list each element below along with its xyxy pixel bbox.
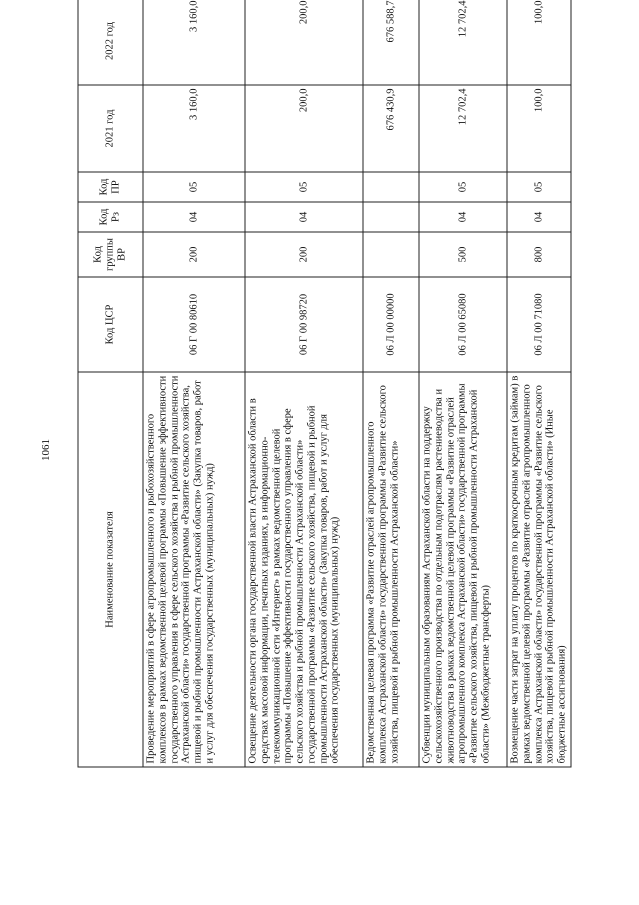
table-row: [245, 0, 363, 767]
row-rz: 04: [245, 202, 363, 232]
row-pr: 05: [143, 172, 245, 202]
table-row: [143, 0, 245, 767]
row-2021: 12 702,4: [419, 85, 507, 172]
row-name: Возмещение части затрат на уплату процентов по краткосрочным кредитам (займам) в рамках ведомственной целевой программы «Развитие отраслей агропромышленного комплекса Астраханской области» государственной программы «Развитие сельского хозяйства, пищевой и рыбной промышленности Астраханской области» (Иные бюджетные ассигнования): [507, 372, 571, 767]
row-vr: 200: [143, 232, 245, 277]
row-rz: [363, 202, 419, 232]
row-pr: 05: [507, 172, 571, 202]
row-csr: 06 Л 00 71080: [507, 277, 571, 372]
row-csr: 06 Г 00 80610: [143, 277, 245, 372]
table-row: [419, 0, 507, 767]
header-csr: Код ЦСР: [78, 277, 143, 372]
row-2022: 200,0: [245, 0, 363, 85]
row-vr: 800: [507, 232, 571, 277]
row-vr: 500: [419, 232, 507, 277]
header-rz: Код Рз: [78, 202, 143, 232]
row-pr: 05: [245, 172, 363, 202]
row-rz: 04: [507, 202, 571, 232]
row-name: Ведомственная целевая программа «Развитие отраслей агропромышленного комплекса Астраханской области» государственной программы «Развитие сельского хозяйства, пищевой и рыбной промышленности Астраханской области»: [363, 372, 419, 767]
header-vr: Код группы ВР: [78, 232, 143, 277]
row-2021: 200,0: [245, 85, 363, 172]
row-2022: 676 588,7: [363, 0, 419, 85]
row-rz: 04: [143, 202, 245, 232]
table-header-row: [78, 0, 143, 767]
budget-table-rotated: [78, 0, 568, 768]
header-2022: 2022 год: [78, 0, 143, 85]
row-2022: 100,0: [507, 0, 571, 85]
row-csr: 06 Г 00 98720: [245, 277, 363, 372]
row-2021: 100,0: [507, 85, 571, 172]
budget-table: [78, 0, 572, 768]
row-rz: 04: [419, 202, 507, 232]
row-csr: 06 Л 00 65080: [419, 277, 507, 372]
row-2022: 12 702,4: [419, 0, 507, 85]
row-vr: 200: [245, 232, 363, 277]
row-name: Субвенции муниципальным образованиям Астраханской области на поддержку сельскохозяйственного производства по отдельным подотраслям растениеводства и животноводства в рамках ведомственной целевой программы «Развитие отраслей агропромышленного комплекса Астраханской области» государственной программы «Развитие сельского хозяйства, пищевой и рыбной промышленности Астраханской области» (Межбюджетные трансферты): [419, 372, 507, 767]
header-name: Наименование показателя: [78, 372, 143, 767]
row-vr: [363, 232, 419, 277]
page-number: 1061: [40, 439, 52, 461]
row-2021: 3 160,0: [143, 85, 245, 172]
row-2021: 676 430,9: [363, 85, 419, 172]
row-pr: 05: [419, 172, 507, 202]
row-pr: [363, 172, 419, 202]
row-csr: 06 Л 00 00000: [363, 277, 419, 372]
table-row: [363, 0, 419, 767]
row-2022: 3 160,0: [143, 0, 245, 85]
row-name: Проведение мероприятий в сфере агропромышленного и рыбохозяйственного комплексов в рамках ведомственной целевой программы «Повышение эффективности государственного управления в сфере сельского хозяйства и рыбной промышленности Астраханской области» государственной программы «Развитие сельского хозяйства, пищевой и рыбной промышленности Астраханской области» (Закупка товаров, работ и услуг для обеспечения государственных (муниципальных) нужд): [143, 372, 245, 767]
table-row: [507, 0, 571, 767]
header-pr: Код ПР: [78, 172, 143, 202]
header-2021: 2021 год: [78, 85, 143, 172]
row-name: Освещение деятельности органа государственной власти Астраханской области в средствах массовой информации, печатных изданиях, в информационно-телекоммуникационной сети «Интернет» в рамках ведомственной целевой программы «Повышение эффективности государственного управления в сфере сельского хозяйства и рыбной промышленности Астраханской области» государственной программы «Развитие сельского хозяйства, пищевой и рыбной промышленности Астраханской области» (Закупка товаров, работ и услуг для обеспечения государственных (муниципальных) нужд): [245, 372, 363, 767]
